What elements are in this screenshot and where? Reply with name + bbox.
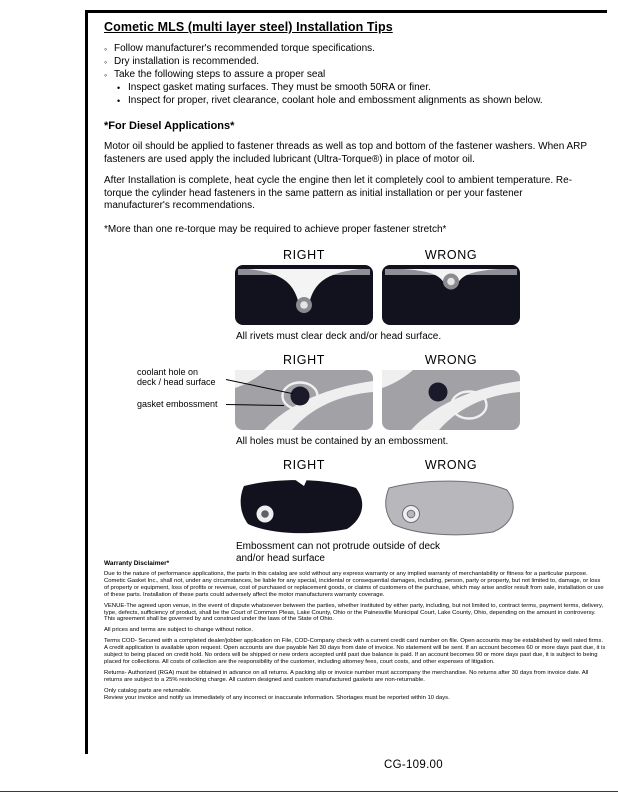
disclaimer-paragraph: Terms COD- Secured with a completed dealer/jobber application on File, COD-Company check with a current credit card number on file. Open accounts may be established by well rated firms. A credit application is available upon request. Open accounts are due payable Net 30 days from date of invoice. No statement will be sent. If an account becomes 60 or more days past due, it is subject to being placed on credit hold. No orders will be shipped or new orders accepted until past due balance is paid. If an account becomes 90 or more days past due, it is subject to being placed for collections. All costs of collection are the responsibility of the customer, including attorney fees, court costs, and other expenses of litigation. bbox=[104, 638, 606, 665]
diagrams-section bbox=[137, 247, 521, 564]
tip-text: Follow manufacturer's recommended torque specifications. bbox=[114, 43, 375, 54]
retorque-note: *More than one re-torque may be required to achieve proper fastener stretch* bbox=[104, 223, 447, 235]
disclaimer-paragraph: VENUE-The agreed upon venue, in the event of dispute whatsoever between the parties, whether instituted by either party, including, but not limited to, contract terms, payment terms, delivery, type, defects, sufficiency of product, shall be the Court of Common Pleas, Lake County, Ohio or the Painesville Municipal Court, Lake County, Ohio, depending on the amount in controversy. This agreement shall be governed by and construed under the laws of the State of Ohio. bbox=[104, 602, 604, 623]
list-item bbox=[104, 69, 606, 81]
disclaimer-paragraph: Returns- Authorized (RGA) must be obtained in advance on all returns. A packing slip or invoice number must accompany the merchandise. No returns after 30 days from invoice date. All returns are subject to a 25% restocking charge. All custom designed and custom manufactured gaskets are non-returnable. bbox=[104, 669, 589, 683]
tip-text: Take the following steps to assure a proper seal bbox=[114, 69, 326, 80]
tip-text: Inspect for proper, rivet clearance, coolant hole and embossment alignments as shown below. bbox=[128, 95, 543, 106]
coolant-hole-label bbox=[137, 367, 229, 388]
label-line: deck / head surface bbox=[137, 377, 216, 387]
tip-text: Dry installation is recommended. bbox=[114, 56, 260, 67]
disclaimer-paragraph: Only catalog parts are returnable. bbox=[104, 687, 192, 694]
disclaimer-paragraph: Due to the nature of performance applications, the parts in this catalog are sold without any express warranty or any implied warranty of merchantability or fitness for a particular purpose. Cometic Gasket Inc., shall not, under any circumstances, be liable for any special, incidental or consequential damages, including, person, party or property, but not limited to, damage, or loss of property or equipment, loss of profits or revenue, cost of purchased or replacement goods, or claims of customers of the purchase, which may arise and/or result from sale, installation or use of these parts. Installation of these parts could adversely affect the motor manufacturers warranty coverage. bbox=[104, 571, 604, 598]
page-border-top bbox=[85, 10, 607, 13]
diesel-paragraph-2: After Installation is complete, heat cycle the engine then let it completely cool to ambient temperature. Re-torque the cylinder head fasteners in the same pattern as initial installation or per your fastener manufacturer's recommendations. bbox=[104, 175, 573, 211]
page-title: Cometic MLS (multi layer steel) Installation Tips bbox=[104, 20, 393, 34]
list-item bbox=[104, 95, 606, 107]
diagram-row-holes bbox=[137, 352, 521, 447]
page-number: CG-109.00 bbox=[384, 759, 443, 771]
main-content bbox=[104, 20, 606, 564]
coolant-hole-icon bbox=[291, 386, 310, 405]
gasket-embossment-label: gasket embossment bbox=[137, 398, 218, 409]
list-item bbox=[104, 43, 606, 55]
diesel-paragraph-1: Motor oil should be applied to fastener threads as well as top and bottom of the fastener washers. When ARP fasteners are used apply the included lubricant (Ultra-Torque®) in place of motor oil. bbox=[104, 141, 587, 165]
diagram-headers bbox=[234, 458, 521, 472]
diagram-row-rivets bbox=[234, 248, 521, 342]
diagram-embossment-wrong bbox=[381, 474, 521, 536]
diesel-applications-heading: *For Diesel Applications* bbox=[104, 120, 235, 132]
page-border-bottom bbox=[0, 791, 618, 792]
installation-tips-list bbox=[104, 43, 606, 107]
wrong-label: WRONG bbox=[424, 247, 478, 262]
diagram-panels bbox=[234, 369, 521, 431]
diagram-headers bbox=[234, 353, 521, 367]
page-border-left bbox=[85, 10, 88, 754]
caption-holes: All holes must be contained by an embossment. bbox=[236, 435, 449, 447]
list-item bbox=[104, 82, 606, 94]
warranty-disclaimer-heading: Warranty Disclaimer* bbox=[104, 560, 170, 567]
caption-embossment: Embossment can not protrude outside of deck bbox=[236, 540, 441, 552]
caption-embossment: and/or head surface bbox=[236, 552, 325, 564]
label-line: coolant hole on bbox=[137, 366, 199, 377]
wrong-label: WRONG bbox=[424, 352, 478, 367]
diagram-panels bbox=[234, 474, 521, 536]
diagram-rivet-wrong bbox=[381, 264, 521, 326]
wrong-label: WRONG bbox=[424, 457, 478, 472]
diagram-hole-right bbox=[234, 369, 374, 431]
disclaimer-paragraph: Review your invoice and notify us immediately of any incorrect or inaccurate information. Shortages must be reported within 10 days. bbox=[104, 694, 450, 701]
diagram-headers bbox=[234, 248, 521, 262]
diagram-embossment-right bbox=[234, 474, 374, 536]
diagram-rivet-right bbox=[234, 264, 374, 326]
right-label: RIGHT bbox=[283, 247, 325, 262]
tip-text: Inspect gasket mating surfaces. They must be smooth 50RA or finer. bbox=[128, 82, 431, 93]
diagram-panels bbox=[234, 264, 521, 326]
right-label: RIGHT bbox=[283, 457, 325, 472]
list-item bbox=[104, 56, 606, 68]
right-label: RIGHT bbox=[283, 352, 325, 367]
diagram-row-embossment bbox=[234, 458, 521, 564]
disclaimer-paragraph: All prices and terms are subject to change without notice. bbox=[104, 627, 253, 634]
diagram-hole-wrong bbox=[381, 369, 521, 431]
coolant-hole-icon bbox=[429, 382, 448, 401]
caption-rivets: All rivets must clear deck and/or head surface. bbox=[236, 330, 442, 342]
warranty-disclaimer bbox=[104, 560, 606, 706]
